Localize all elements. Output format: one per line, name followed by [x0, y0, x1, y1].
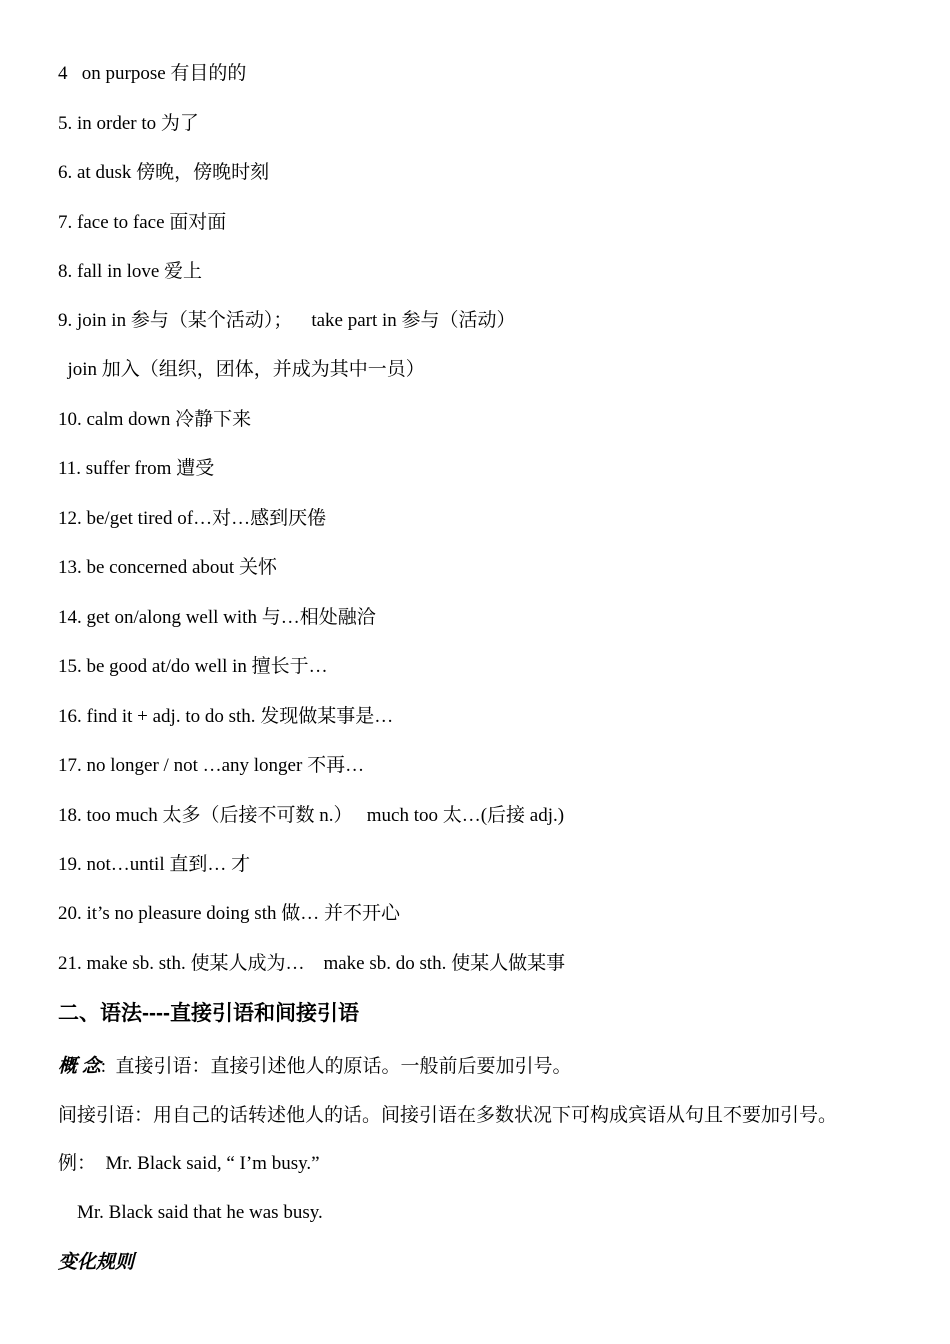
- vocab-line-9: 9. join in 参与（某个活动）； take part in 参与（活动）: [58, 310, 516, 331]
- vocab-line-13: 13. be concerned about 关怀: [58, 557, 277, 578]
- vocab-line-11: 11. suffer from 遭受: [58, 458, 215, 479]
- vocab-line-18: 18. too much 太多（后接不可数 n.） much too 太…(后接 adj.): [58, 805, 565, 826]
- vocab-line-6: 6. at dusk 傍晚，傍晚时刻: [58, 162, 270, 183]
- concept-line: [58, 1056, 572, 1078]
- concept-text: : 直接引语：直接引述他人的原话。一般前后要加引号。: [100, 1056, 572, 1077]
- vocab-line-20: 20. it’s no pleasure doing sth 做… 并不开心: [58, 903, 400, 924]
- grammar-heading: 二、语法----直接引语和间接引语: [58, 1002, 359, 1025]
- vocab-line-16: 16. find it + adj. to do sth. 发现做某事是…: [58, 706, 394, 727]
- vocab-line-8: 8. fall in love 爱上: [58, 261, 203, 282]
- vocab-line-17: 17. no longer / not …any longer 不再…: [58, 755, 365, 776]
- rules-label: 变化规则: [58, 1252, 135, 1273]
- example-direct: 例： Mr. Black said, “ I’m busy.”: [58, 1153, 320, 1174]
- indirect-speech-definition: 间接引语：用自己的话转述他人的话。间接引语在多数状况下可构成宾语从句且不要加引号。: [58, 1105, 838, 1126]
- example-indirect: Mr. Black said that he was busy.: [58, 1202, 323, 1223]
- vocab-line-4: 4 on purpose 有目的的: [58, 63, 247, 84]
- vocab-line-7: 7. face to face 面对面: [58, 212, 227, 233]
- vocab-line-5: 5. in order to 为了: [58, 113, 199, 134]
- vocab-line-21: 21. make sb. sth. 使某人成为… make sb. do sth. 使某人做某事: [58, 953, 566, 974]
- vocab-line-15: 15. be good at/do well in 擅长于…: [58, 656, 328, 677]
- vocab-line-12: 12. be/get tired of…对…感到厌倦: [58, 508, 327, 529]
- vocab-line-14: 14. get on/along well with 与…相处融洽: [58, 607, 376, 628]
- concept-label: 概 念: [58, 1056, 101, 1077]
- vocab-line-19: 19. not…until 直到… 才: [58, 854, 251, 875]
- vocab-line-10: 10. calm down 冷静下来: [58, 409, 252, 430]
- vocab-line-9-join: join 加入（组织，团体，并成为其中一员）: [58, 359, 425, 380]
